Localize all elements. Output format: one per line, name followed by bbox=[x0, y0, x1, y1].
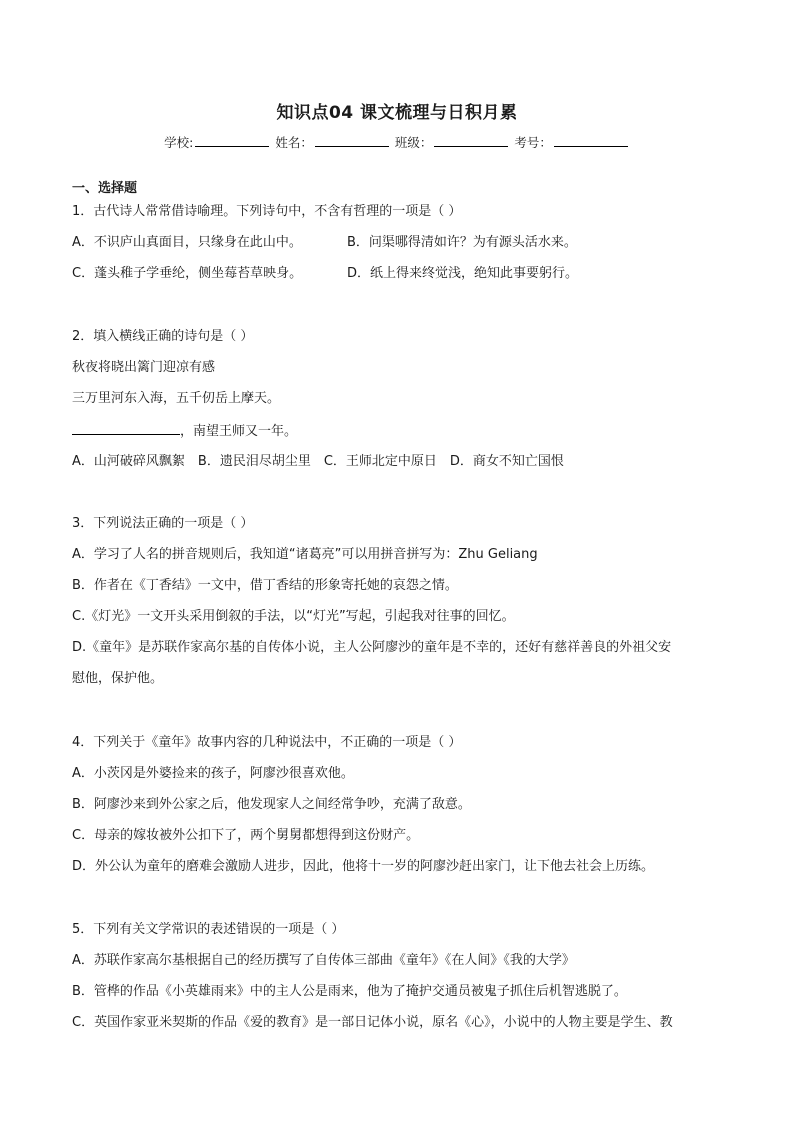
q1-option-a: A．不识庐山真面目，只缘身在此山中。 bbox=[72, 235, 302, 250]
q3-option-a: A．学习了人名的拼音规则后，我知道“诸葛亮”可以用拼音拼写为：Zhu Geliang bbox=[72, 547, 538, 562]
q1-option-b: B．问渠哪得清如许？为有源头活水来。 bbox=[347, 235, 577, 250]
q2-option-c: C．王师北定中原日 bbox=[323, 454, 437, 469]
exam-no-label: 考号： bbox=[514, 135, 552, 150]
q3-option-b: B．作者在《丁香结》一文中，借丁香结的形象寄托她的哀怨之情。 bbox=[72, 578, 458, 593]
school-label: 学校: bbox=[164, 135, 194, 150]
q2-poem-line-1: 三万里河东入海，五千仞岳上摩天。 bbox=[72, 391, 281, 406]
q5-option-b: B．管桦的作品《小英雄雨来》中的主人公是雨来，他为了掩护交通员被鬼子抓住后机智逃脱了。 bbox=[72, 984, 627, 999]
question-2-stem: 2．填入横线正确的诗句是（ ） bbox=[72, 329, 254, 344]
q4-option-b: B．阿廖沙来到外公家之后，他发现家人之间经常争吵，充满了敌意。 bbox=[72, 797, 471, 812]
q3-option-d-continued: 慰他，保护他。 bbox=[72, 671, 164, 686]
q2-line-2-tail: ，南望王师又一年。 bbox=[180, 424, 298, 439]
student-info-line bbox=[0, 133, 794, 151]
q2-fill-blank[interactable] bbox=[72, 423, 180, 435]
q2-option-a: A．山河破碎风飘絮 bbox=[72, 454, 185, 469]
question-1-options-cd bbox=[72, 267, 732, 281]
q3-option-c: C.《灯光》一文开头采用倒叙的手法，以“灯光”写起，引起我对往事的回忆。 bbox=[72, 609, 515, 624]
question-1-options-ab bbox=[72, 236, 732, 250]
q1-option-c: C．蓬头稚子学垂纶，侧坐莓苔草映身。 bbox=[72, 266, 303, 281]
q5-option-a: A．苏联作家高尔基根据自己的经历撰写了自传体三部曲《童年》《在人间》《我的大学》 bbox=[72, 953, 575, 968]
question-1-stem: 1．古代诗人常常借诗喻理。下列诗句中，不含有哲理的一项是（ ） bbox=[72, 204, 462, 219]
name-blank[interactable] bbox=[315, 136, 389, 147]
q4-option-a: A．小茨冈是外婆捡来的孩子，阿廖沙很喜欢他。 bbox=[72, 766, 354, 781]
school-blank[interactable] bbox=[195, 136, 269, 147]
class-label: 班级： bbox=[394, 135, 433, 150]
q3-option-d: D.《童年》是苏联作家高尔基的自传体小说，主人公阿廖沙的童年是不幸的，还好有慈祥善良的外祖父安 bbox=[72, 640, 672, 655]
question-3-stem: 3．下列说法正确的一项是（ ） bbox=[72, 516, 254, 531]
q5-option-c: C．英国作家亚米契斯的作品《爱的教育》是一部日记体小说，原名《心》，小说中的人物主要是学生、教 bbox=[72, 1015, 673, 1030]
q2-option-d: D．商女不知亡国恨 bbox=[449, 454, 564, 469]
q1-option-d: D．纸上得来终觉浅，绝知此事要躬行。 bbox=[347, 266, 579, 281]
question-5-stem: 5．下列有关文学常识的表述错误的一项是（ ） bbox=[72, 922, 345, 937]
class-blank[interactable] bbox=[434, 136, 508, 147]
section-heading: 一、选择题 bbox=[72, 181, 138, 196]
question-4-stem: 4．下列关于《童年》故事内容的几种说法中，不正确的一项是（ ） bbox=[72, 735, 462, 750]
name-label: 姓名： bbox=[275, 135, 313, 150]
question-2-options bbox=[72, 455, 732, 469]
q2-poem-title: 秋夜将晓出篱门迎凉有感 bbox=[72, 360, 216, 375]
exam-no-blank[interactable] bbox=[554, 136, 628, 147]
q2-poem-line-2 bbox=[72, 423, 732, 439]
q2-option-b: B．遗民泪尽胡尘里 bbox=[197, 454, 311, 469]
page-title: 知识点04 课文梳理与日积月累 bbox=[276, 103, 518, 123]
q4-option-c: C．母亲的嫁妆被外公扣下了，两个舅舅都想得到这份财产。 bbox=[72, 828, 420, 843]
q4-option-d: D．外公认为童年的磨难会激励人进步，因此，他将十一岁的阿廖沙赶出家门，让下他去社会上历练。 bbox=[72, 859, 655, 874]
